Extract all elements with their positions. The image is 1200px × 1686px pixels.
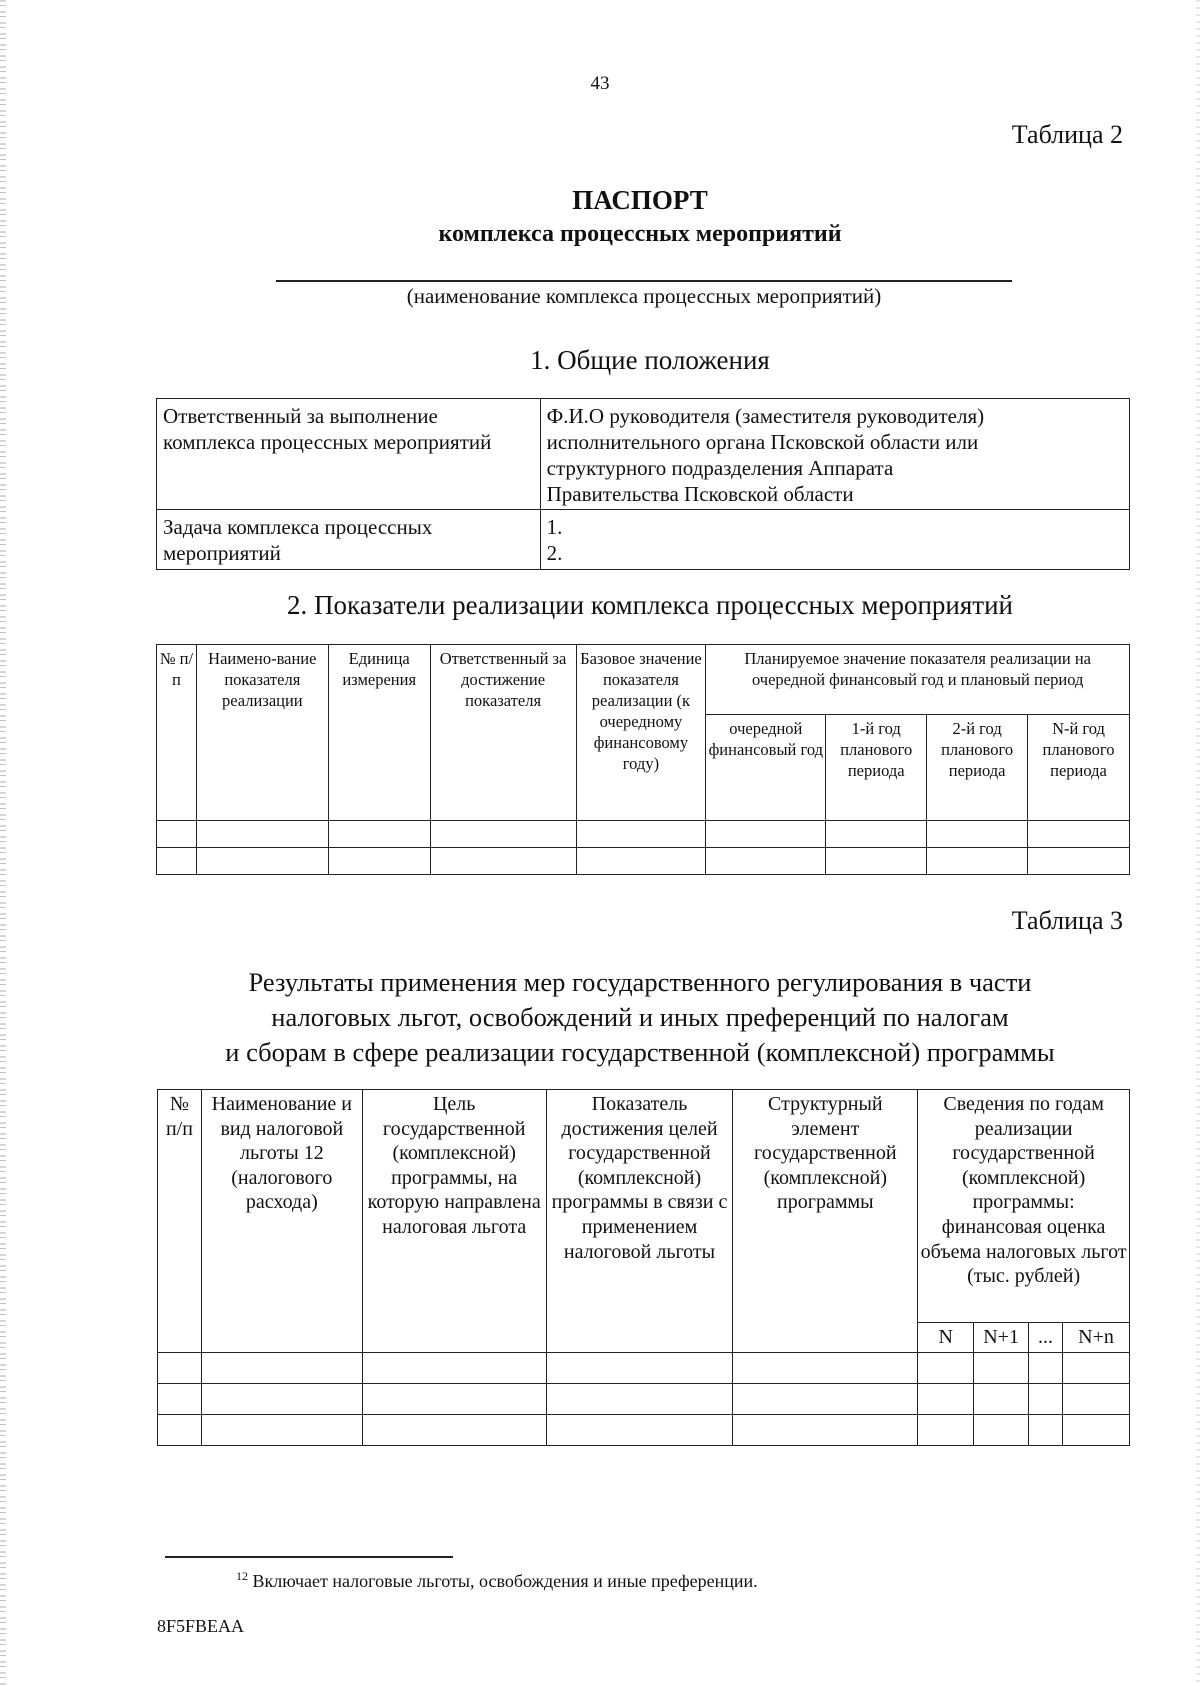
header-responsible: Ответственный за достижение показателя <box>430 645 576 821</box>
passport-subtitle: комплекса процессных мероприятий <box>438 221 842 247</box>
cell[interactable] <box>733 1353 918 1384</box>
cell[interactable] <box>918 1415 974 1446</box>
footnote-text: Включает налоговые льготы, освобождения и иные преференции. <box>252 1571 758 1591</box>
header-element: Структурный элемент государственной (комплексной) программы <box>733 1090 918 1353</box>
table-row <box>157 848 1130 875</box>
cell[interactable] <box>546 1384 733 1415</box>
name-caption: (наименование комплекса процессных мероприятий) <box>406 284 882 308</box>
cell[interactable] <box>974 1384 1029 1415</box>
cell[interactable] <box>201 1384 362 1415</box>
cell[interactable] <box>546 1415 733 1446</box>
cell[interactable] <box>201 1353 362 1384</box>
table-row <box>158 1384 1130 1415</box>
section-2-heading: 2. Показатели реализации комплекса процессных мероприятий <box>287 590 1013 620</box>
cell[interactable] <box>826 821 927 848</box>
cell[interactable] <box>576 821 706 848</box>
cell[interactable] <box>1063 1353 1130 1384</box>
value-line: Правительства Псковской области <box>546 482 854 506</box>
cell[interactable] <box>196 848 328 875</box>
cell[interactable] <box>974 1415 1029 1446</box>
value-line: исполнительного органа Псковской области или <box>546 430 979 454</box>
value-line: Ф.И.О руководителя (заместителя руководителя) <box>546 404 985 428</box>
section-1-heading: 1. Общие положения <box>530 345 770 375</box>
cell[interactable] <box>927 848 1028 875</box>
header-name: Наименование и вид налоговой льготы 12 (налогового расхода) <box>201 1090 362 1353</box>
row-value <box>540 510 1129 570</box>
cell[interactable] <box>362 1415 546 1446</box>
value-line: 1. <box>546 515 563 539</box>
header-num: № п/п <box>158 1090 202 1353</box>
cell[interactable] <box>157 848 197 875</box>
cell[interactable] <box>927 821 1028 848</box>
header-unit: Единица измерения <box>328 645 430 821</box>
indicators-table <box>156 644 1130 875</box>
row-label: Задача комплекса процессных мероприятий <box>157 510 541 570</box>
header-goal: Цель государственной (комплексной) программы, на которую направлена налоговая льгота <box>362 1090 546 1353</box>
cell[interactable] <box>1028 821 1130 848</box>
table-2-label: Таблица 2 <box>1011 120 1123 149</box>
document-code: 8F5FBEAA <box>157 1616 245 1636</box>
row-value <box>540 399 1129 510</box>
header-planned-year1: 1-й год планового периода <box>826 715 927 821</box>
row-label: Ответственный за выполнение комплекса процессных мероприятий <box>157 399 541 510</box>
value-line: 2. <box>546 541 563 565</box>
cell[interactable] <box>1028 848 1130 875</box>
cell[interactable] <box>201 1415 362 1446</box>
scan-edge-right <box>1196 0 1200 1686</box>
cell[interactable] <box>158 1415 202 1446</box>
cell[interactable] <box>328 821 430 848</box>
header-row <box>157 645 1130 715</box>
page-number: 43 <box>590 73 610 94</box>
cell[interactable] <box>328 848 430 875</box>
title-line: налоговых льгот, освобождений и иных преференций по налогам <box>271 1002 1009 1032</box>
header-years: Сведения по годам реализации государственной (комплексной) программы: финансовая оценка объема налоговых льгот (тыс. рублей) <box>918 1090 1130 1323</box>
cell[interactable] <box>1029 1384 1063 1415</box>
header-planned: Планируемое значение показателя реализации на очередной финансовый год и плановый период <box>706 645 1130 715</box>
cell[interactable] <box>1063 1415 1130 1446</box>
passport-title: ПАСПОРТ <box>572 185 708 215</box>
cell[interactable] <box>974 1353 1029 1384</box>
title-line: и сборам в сфере реализации государственной (комплексной) программы <box>225 1037 1055 1067</box>
footnote-marker: 12 <box>236 1569 248 1583</box>
cell[interactable] <box>362 1384 546 1415</box>
header-planned-yearN: N-й год планового периода <box>1028 715 1130 821</box>
header-year-ellipsis: ... <box>1029 1323 1063 1353</box>
header-year-nn: N+n <box>1063 1323 1130 1353</box>
tax-benefits-table <box>157 1089 1130 1446</box>
cell[interactable] <box>196 821 328 848</box>
name-fill-line <box>276 280 1012 282</box>
cell[interactable] <box>576 848 706 875</box>
table-row <box>157 399 1130 510</box>
title-line: Результаты применения мер государственного регулирования в части <box>248 967 1032 997</box>
general-provisions-table <box>156 398 1130 570</box>
cell[interactable] <box>157 821 197 848</box>
scan-edge-left <box>0 0 6 1686</box>
footnote <box>236 1569 758 1592</box>
cell[interactable] <box>706 821 826 848</box>
cell[interactable] <box>826 848 927 875</box>
cell[interactable] <box>918 1384 974 1415</box>
header-num: № п/п <box>157 645 197 821</box>
header-year-n: N <box>918 1323 974 1353</box>
cell[interactable] <box>733 1384 918 1415</box>
table-row <box>157 510 1130 570</box>
header-name: Наимено-вание показателя реализации <box>196 645 328 821</box>
cell[interactable] <box>918 1353 974 1384</box>
table-3-label: Таблица 3 <box>1011 906 1123 935</box>
table-row <box>158 1353 1130 1384</box>
table-row <box>158 1415 1130 1446</box>
cell[interactable] <box>733 1415 918 1446</box>
cell[interactable] <box>158 1384 202 1415</box>
footnote-separator <box>165 1556 453 1558</box>
cell[interactable] <box>1029 1415 1063 1446</box>
header-row <box>158 1090 1130 1323</box>
header-year-n1: N+1 <box>974 1323 1029 1353</box>
cell[interactable] <box>158 1353 202 1384</box>
cell[interactable] <box>1063 1384 1130 1415</box>
cell[interactable] <box>546 1353 733 1384</box>
cell[interactable] <box>706 848 826 875</box>
table-3-title <box>0 965 1200 1070</box>
cell[interactable] <box>430 821 576 848</box>
header-base: Базовое значение показателя реализации (к очередному финансовому году) <box>576 645 706 821</box>
header-indicator: Показатель достижения целей государственной (комплексной) программы в связи с применением налоговой льготы <box>546 1090 733 1353</box>
value-line: структурного подразделения Аппарата <box>546 456 894 480</box>
table-row <box>157 821 1130 848</box>
header-planned-current: очередной финансовый год <box>706 715 826 821</box>
header-planned-year2: 2-й год планового периода <box>927 715 1028 821</box>
cell[interactable] <box>1029 1353 1063 1384</box>
cell[interactable] <box>362 1353 546 1384</box>
cell[interactable] <box>430 848 576 875</box>
